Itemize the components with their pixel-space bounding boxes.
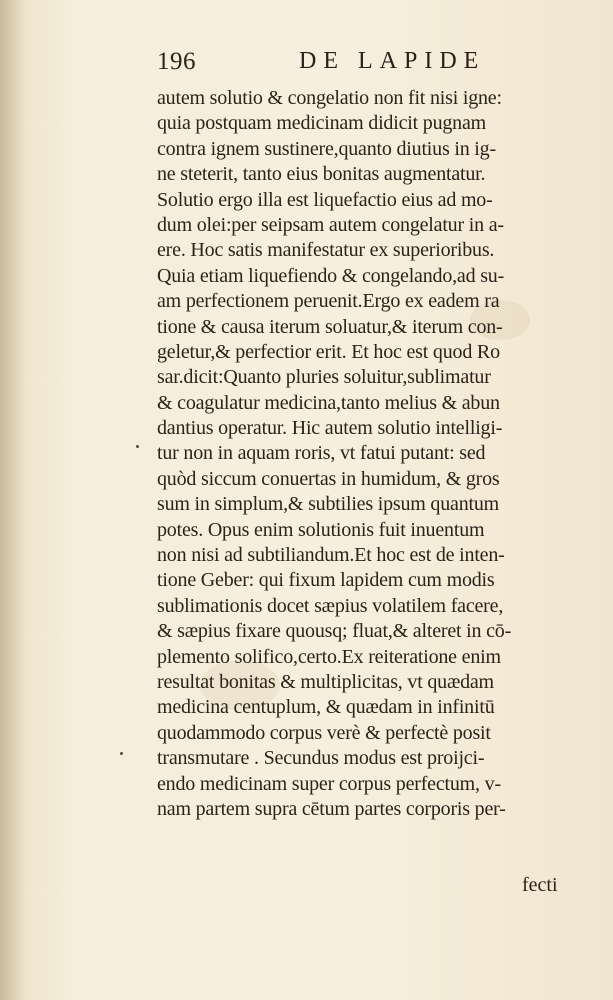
text-line: sum in simplum,& subtilies ipsum quantum: [157, 493, 500, 516]
text-line: tur non in aquam roris, vt fatui putant: sed: [157, 442, 486, 465]
text-line: geletur,& perfectior erit. Et hoc est quod Ro: [157, 340, 500, 363]
text-line: & coagulatur medicina,tanto melius & abun: [157, 391, 500, 414]
text-line: endo medicinam super corpus perfectum, v-: [157, 772, 501, 795]
margin-mark: [136, 445, 139, 448]
text-line: am perfectionem peruenit.Ergo ex eadem ra: [157, 290, 500, 313]
text-line: dantius operatur. Hic autem solutio intelligi-: [157, 417, 503, 440]
text-line: Solutio ergo illa est liquefactio eius ad mo-: [157, 188, 493, 211]
text-line: resultat bonitas & multiplicitas, vt quædam: [157, 670, 494, 693]
text-line: sar.dicit:Quanto pluries soluitur,sublimatur: [157, 366, 491, 389]
text-line: contra ignem sustinere,quanto diutius in ig-: [157, 137, 496, 160]
text-line: medicina centuplum, & quædam in infinitū: [157, 696, 495, 719]
text-line: non nisi ad subtiliandum.Et hoc est de inten-: [157, 544, 505, 567]
text-line: quòd siccum conuertas in humidum, & gros: [157, 467, 500, 490]
text-line: & sæpius fixare quousq; fluat,& alteret in cō-: [157, 620, 512, 643]
margin-mark: [120, 752, 123, 755]
body-text: [157, 86, 587, 822]
text-line: transmutare . Secundus modus est proijci-: [157, 747, 485, 770]
text-line: autem solutio & congelatio non fit nisi igne:: [157, 87, 502, 109]
catchword: fecti: [522, 874, 558, 896]
text-line: quia postquam medicinam didicit pugnam: [157, 112, 487, 135]
text-line: nam partem supra cētum partes corporis per-: [157, 797, 506, 820]
text-line: potes. Opus enim solutionis fuit inuentum: [157, 518, 485, 541]
page-header: [157, 48, 497, 82]
text-line: sublimationis docet sæpius volatilem facere,: [157, 594, 504, 617]
gutter-shadow: [0, 0, 26, 1000]
text-line: tione & causa iterum soluatur,& iterum con-: [157, 315, 503, 338]
text-line: dum olei:per seipsam autem congelatur in a-: [157, 213, 504, 236]
text-line: ne steterit, tanto eius bonitas augmentatur.: [157, 163, 486, 186]
page-number: 196: [157, 48, 196, 75]
text-line: Quia etiam liquefiendo & congelando,ad su-: [157, 264, 505, 287]
text-line: tione Geber: qui fixum lapidem cum modis: [157, 569, 495, 592]
text-line: plemento solifico,certo.Ex reiteratione enim: [157, 645, 501, 668]
text-line: ere. Hoc satis manifestatur ex superioribus.: [157, 239, 495, 262]
text-line: quodammodo corpus verè & perfectè posit: [157, 721, 491, 744]
running-title: DE LAPIDE: [299, 48, 486, 74]
